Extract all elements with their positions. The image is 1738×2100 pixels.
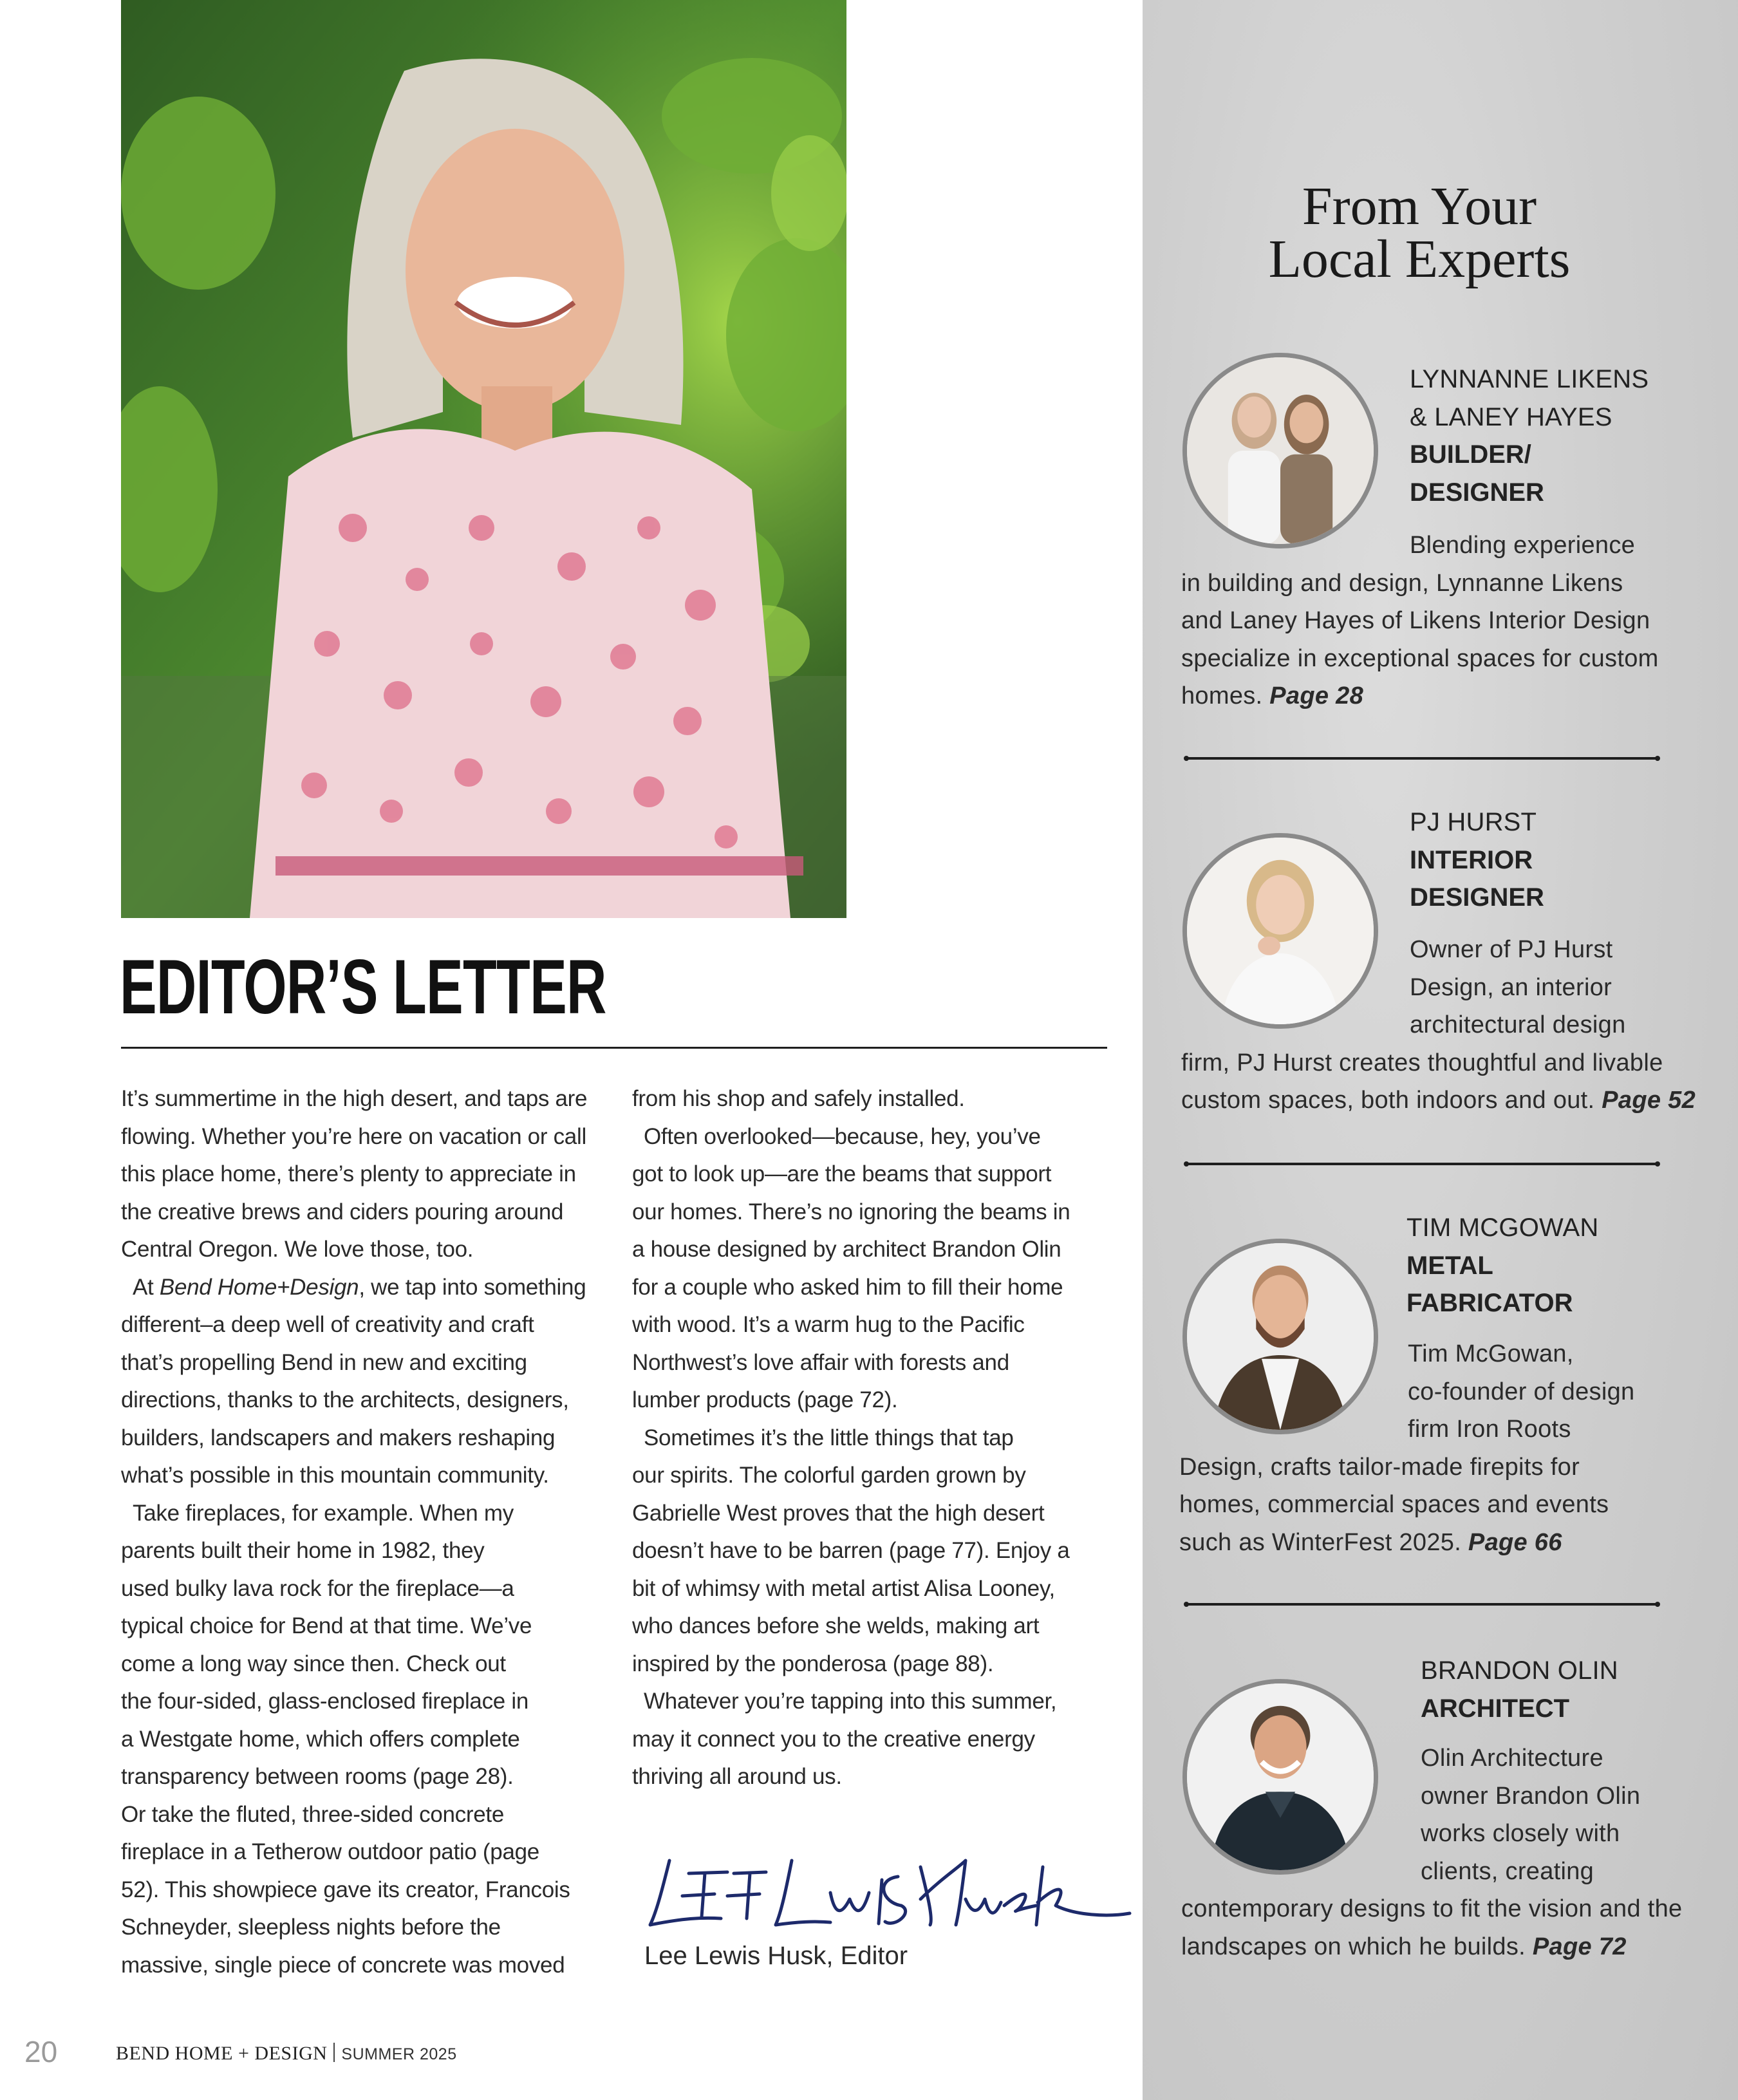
expert-header [1410, 361, 1649, 511]
desc-line: specialize in exceptional spaces for custom [1181, 644, 1659, 672]
letter-line-italic: At Bend Home+Design, we tap into something [133, 1274, 586, 1300]
letter-line: a Westgate home, which offers complete [121, 1726, 520, 1752]
letter-line: different–a deep well of creativity and craft [121, 1312, 534, 1337]
expert-description [1181, 527, 1659, 715]
letter-line: used bulky lava rock for the fireplace—a [121, 1575, 514, 1601]
expert-name: PJ HURST [1410, 808, 1537, 836]
expert-role: METAL [1406, 1251, 1493, 1280]
expert-header [1406, 1209, 1598, 1322]
letter-line: doesn’t have to be barren (page 77). Enjoy a [632, 1538, 1070, 1563]
desc-line: clients, creating [1421, 1857, 1594, 1885]
expert-name: BRANDON OLIN [1421, 1656, 1618, 1685]
letter-column-left [121, 1080, 597, 1984]
desc-text: homes. [1181, 682, 1263, 709]
desc-line: Olin Architecture [1421, 1745, 1603, 1772]
page-reference[interactable]: Page 52 [1602, 1087, 1696, 1114]
editor-photo [121, 0, 846, 918]
desc-line: in building and design, Lynnanne Likens [1181, 569, 1623, 597]
sidebar-heading-line: Local Experts [1268, 229, 1571, 289]
desc-line [1181, 677, 1659, 715]
letter-line: may it connect you to the creative energy [632, 1726, 1035, 1752]
letter-line: a house designed by architect Brandon Olin [632, 1237, 1061, 1262]
desc-line [1181, 1928, 1682, 1966]
avatar-illustration [1187, 357, 1374, 544]
page-reference[interactable]: Page 66 [1468, 1528, 1562, 1556]
sidebar-heading [1143, 176, 1696, 289]
desc-line: and Laney Hayes of Likens Interior Design [1181, 607, 1650, 634]
letter-line: bit of whimsy with metal artist Alisa Looney, [632, 1575, 1055, 1601]
letter-line: directions, thanks to the architects, designers, [121, 1387, 569, 1412]
letter-line: Gabrielle West proves that the high desert [632, 1500, 1045, 1526]
page-number: 20 [24, 2035, 58, 2068]
letter-line: thriving all around us. [632, 1764, 842, 1789]
letter-line: 52). This showpiece gave its creator, Francois [121, 1877, 570, 1902]
letter-line: with wood. It’s a warm hug to the Pacific [632, 1312, 1025, 1337]
letter-line: come a long way since then. Check out [121, 1651, 506, 1676]
letter-line: Whatever you’re tapping into this summer, [644, 1689, 1057, 1714]
page-reference[interactable]: Page 72 [1532, 1933, 1627, 1960]
letter-line: for a couple who asked him to fill their home [632, 1274, 1063, 1300]
title-divider [121, 1047, 1107, 1049]
letter-line: got to look up—are the beams that support [632, 1161, 1052, 1186]
desc-line [1179, 1524, 1634, 1562]
desc-text: custom spaces, both indoors and out. [1181, 1087, 1595, 1114]
letter-line: the creative brews and ciders pouring around [121, 1199, 564, 1224]
expert-role: BUILDER/ [1410, 440, 1531, 469]
expert-role: DESIGNER [1410, 883, 1544, 912]
expert-role: FABRICATOR [1406, 1289, 1573, 1317]
expert-name: & LANEY HAYES [1410, 402, 1612, 431]
expert-role: ARCHITECT [1421, 1694, 1570, 1723]
expert-header [1421, 1652, 1618, 1727]
desc-line [1181, 1082, 1696, 1120]
letter-line: our spirits. The colorful garden grown by [632, 1463, 1026, 1488]
page-title: EDITOR’S LETTER [120, 944, 606, 1030]
letter-line: parents built their home in 1982, they [121, 1538, 485, 1563]
letter-line: the four-sided, glass-enclosed fireplace in [121, 1689, 529, 1714]
expert-name: TIM MCGOWAN [1406, 1214, 1599, 1242]
letter-line: from his shop and safely installed. [632, 1086, 965, 1111]
expert-divider [1188, 757, 1656, 760]
expert-role: DESIGNER [1410, 478, 1544, 507]
desc-line: works closely with [1421, 1820, 1620, 1847]
expert-header [1410, 803, 1544, 917]
magazine-name: Bend Home+Design [159, 1274, 359, 1300]
desc-line: Tim McGowan, [1408, 1340, 1574, 1367]
letter-line: flowing. Whether you’re here on vacation or call [121, 1123, 586, 1149]
editor-signature [644, 1841, 1133, 1931]
letter-line: this place home, there’s plenty to appreciate in [121, 1161, 576, 1186]
letter-line: fireplace in a Tetherow outdoor patio (page [121, 1839, 539, 1864]
signature-scribble [644, 1841, 1133, 1931]
letter-line: our homes. There’s no ignoring the beams in [632, 1199, 1070, 1224]
letter-line: builders, landscapers and makers reshaping [121, 1425, 556, 1450]
desc-line: contemporary designs to fit the vision and the [1181, 1895, 1683, 1922]
letter-line: lumber products (page 72). [632, 1387, 898, 1412]
expert-description [1179, 1335, 1634, 1561]
desc-line: Design, an interior [1410, 973, 1612, 1001]
desc-line: homes, commercial spaces and events [1179, 1491, 1609, 1518]
letter-line: Northwest’s love affair with forests and [632, 1349, 1009, 1375]
letter-line: typical choice for Bend at that time. We’ve [121, 1613, 532, 1638]
desc-line: firm, PJ Hurst creates thoughtful and livable [1181, 1049, 1663, 1076]
footer-separator [333, 2043, 335, 2062]
desc-line: Owner of PJ Hurst [1410, 936, 1613, 963]
brand-name: BEND HOME + DESIGN [116, 2043, 328, 2064]
desc-line: firm Iron Roots [1408, 1416, 1571, 1443]
desc-line: Design, crafts tailor-made firepits for [1179, 1453, 1580, 1481]
expert-name: LYNNANNE LIKENS [1410, 365, 1649, 393]
letter-column-right [632, 1080, 1108, 1796]
desc-line: owner Brandon Olin [1421, 1782, 1641, 1810]
letter-line: Or take the fluted, three-sided concrete [121, 1801, 504, 1827]
letter-line: massive, single piece of concrete was moved [121, 1952, 565, 1978]
letter-line: Schneyder, sleepless nights before the [121, 1915, 501, 1940]
sidebar-heading-line: From Your [1302, 176, 1537, 236]
desc-text: landscapes on which he builds. [1181, 1933, 1526, 1960]
letter-line: inspired by the ponderosa (page 88). [632, 1651, 994, 1676]
avatar [1182, 353, 1378, 548]
page-reference[interactable]: Page 28 [1269, 682, 1364, 709]
letter-line: It’s summertime in the high desert, and taps are [121, 1086, 588, 1111]
letter-line: what’s possible in this mountain community. [121, 1463, 549, 1488]
letter-line: Central Oregon. We love those, too. [121, 1237, 474, 1262]
editor-signoff: Lee Lewis Husk, Editor [644, 1942, 908, 1970]
expert-description [1181, 1739, 1682, 1965]
desc-line: architectural design [1410, 1011, 1626, 1038]
editor-portrait-illustration [121, 0, 846, 918]
letter-line: Often overlooked—because, hey, you’ve [644, 1123, 1041, 1149]
letter-line: that’s propelling Bend in new and exciting [121, 1349, 527, 1375]
expert-role: INTERIOR [1410, 845, 1533, 874]
letter-line: who dances before she welds, making art [632, 1613, 1040, 1638]
issue-label: SUMMER 2025 [341, 2045, 457, 2063]
footer-brand [116, 2043, 457, 2065]
desc-line: Blending experience [1410, 532, 1636, 559]
local-experts-sidebar [1143, 0, 1738, 2100]
letter-line: Sometimes it’s the little things that tap [644, 1425, 1014, 1450]
letter-line: transparency between rooms (page 28). [121, 1764, 514, 1789]
expert-divider [1188, 1163, 1656, 1165]
desc-line: co-founder of design [1408, 1378, 1635, 1405]
desc-text: such as WinterFest 2025. [1179, 1528, 1462, 1556]
expert-divider [1188, 1603, 1656, 1606]
letter-line: Take fireplaces, for example. When my [133, 1500, 514, 1526]
expert-description [1181, 931, 1696, 1120]
